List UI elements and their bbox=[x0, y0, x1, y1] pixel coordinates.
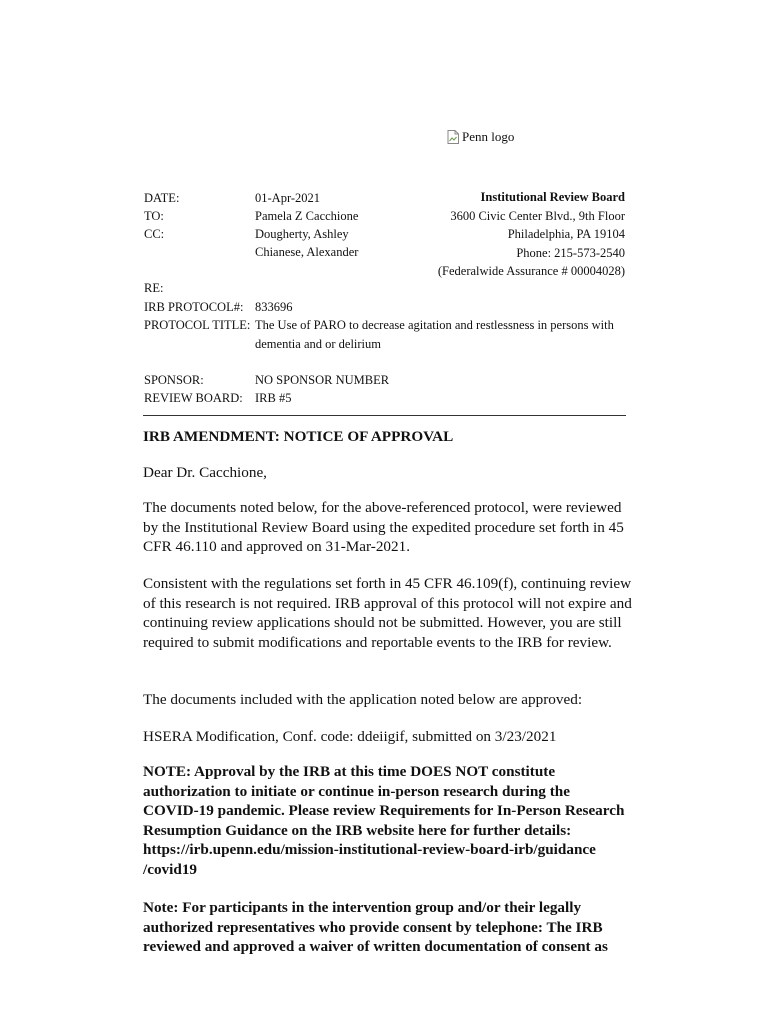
covid-note-line: COVID-19 pandemic. Please review Requirements for In-Person Research bbox=[143, 802, 625, 819]
covid-note-line: NOTE: Approval by the IRB at this time DOES NOT constitute bbox=[143, 763, 556, 780]
telephone-consent-note bbox=[143, 898, 643, 957]
notice-heading: IRB AMENDMENT: NOTICE OF APPROVAL bbox=[143, 428, 454, 445]
consent-note-line: reviewed and approved a waiver of written documentation of consent as bbox=[143, 938, 608, 955]
date-value: 01-Apr-2021 bbox=[255, 191, 321, 205]
covid-note bbox=[143, 762, 643, 879]
irb-assurance: (Federalwide Assurance # 00004028) bbox=[437, 264, 625, 278]
logo-alt-text: Penn logo bbox=[462, 129, 515, 144]
paragraph-continuing-review: Consistent with the regulations set forth in 45 CFR 46.109(f), continuing review of this research is not required. IRB approval of this protocol will not expire and continuing review applications should not be submitted. However, you are still required to submit modifications and reportable events to the IRB for review. bbox=[143, 575, 632, 651]
irb-address-line2: Philadelphia, PA 19104 bbox=[507, 227, 625, 241]
protocol-title-value: The Use of PARO to decrease agitation and restlessness in persons with dementia and or delirium bbox=[255, 318, 614, 351]
paragraph-approval: The documents noted below, for the above-referenced protocol, were reviewed by the Institutional Review Board using the expedited procedure set forth in 45 CFR 46.110 and approved on 31-Mar-2021. bbox=[143, 499, 624, 555]
irb-address-block bbox=[438, 188, 625, 281]
irb-title: Institutional Review Board bbox=[480, 190, 625, 204]
sponsor-label: SPONSOR: bbox=[144, 373, 204, 387]
review-board-value: IRB #5 bbox=[255, 391, 292, 405]
consent-note-line: Note: For participants in the intervention group and/or their legally bbox=[143, 899, 582, 916]
to-value: Pamela Z Cacchione bbox=[255, 209, 359, 223]
covid-guidance-link[interactable]: https://irb.upenn.edu/mission-institutional-review-board-irb/guidance bbox=[143, 841, 596, 858]
broken-image-icon bbox=[447, 130, 459, 144]
cc-label: CC: bbox=[144, 227, 165, 241]
consent-note-line: authorized representatives who provide consent by telephone: The IRB bbox=[143, 918, 603, 936]
horizontal-divider bbox=[143, 415, 626, 416]
cc-value-1: Dougherty, Ashley bbox=[255, 227, 349, 241]
protocol-title-label: PROTOCOL TITLE: bbox=[144, 318, 251, 332]
date-label: DATE: bbox=[144, 191, 180, 205]
to-label: TO: bbox=[144, 209, 164, 223]
protocol-number-label: IRB PROTOCOL#: bbox=[144, 300, 244, 314]
irb-phone: Phone: 215-573-2540 bbox=[516, 245, 625, 260]
review-board-label: REVIEW BOARD: bbox=[144, 391, 243, 405]
covid-guidance-link-continued[interactable]: /covid19 bbox=[143, 860, 198, 878]
protocol-number-value: 833696 bbox=[255, 300, 293, 314]
penn-logo bbox=[447, 129, 514, 145]
covid-note-line: Resumption Guidance on the IRB website here for further details: bbox=[143, 821, 572, 839]
irb-address-line1: 3600 Civic Center Blvd., 9th Floor bbox=[450, 208, 625, 223]
salutation: Dear Dr. Cacchione, bbox=[143, 464, 267, 481]
cc-value-2: Chianese, Alexander bbox=[255, 245, 359, 259]
paragraph-documents-intro: The documents included with the application noted below are approved: bbox=[143, 691, 583, 708]
re-label: RE: bbox=[144, 281, 164, 295]
covid-note-line: authorization to initiate or continue in-person research during the bbox=[143, 782, 570, 800]
paragraph-hsera-modification: HSERA Modification, Conf. code: ddeiigif, submitted on 3/23/2021 bbox=[143, 728, 557, 745]
sponsor-value: NO SPONSOR NUMBER bbox=[255, 373, 390, 387]
